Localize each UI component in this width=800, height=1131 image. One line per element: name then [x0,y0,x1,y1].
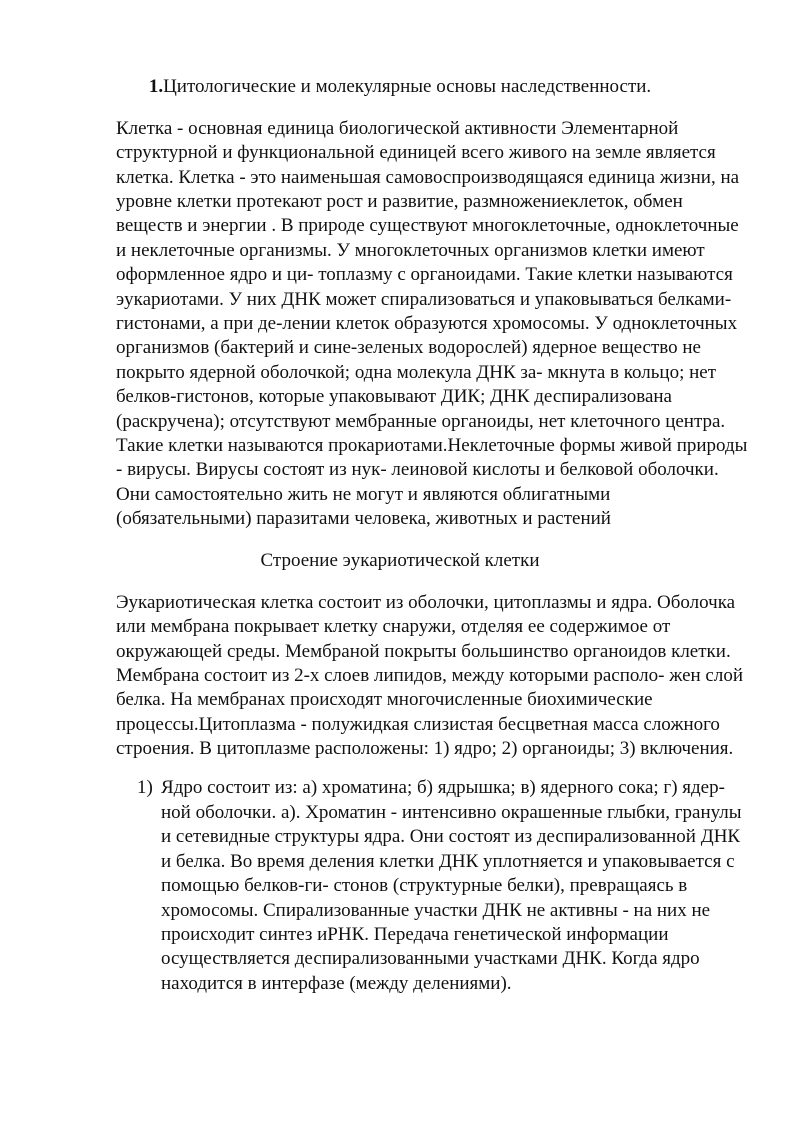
paragraph-line: веществ и энергии . В природе существуют многоклеточные, одноклеточные [116,215,739,236]
paragraph-line: (раскручена); отсутствуют мембранные органоиды, нет клеточного центра. [116,411,726,432]
paragraph-line: белков-гистонов, которые упаковывают ДИК; ДНК деспирализована [116,386,672,407]
paragraph-line: покрыто ядерной оболочкой; одна молекула ДНК за- мкнута в кольцо; нет [116,362,717,383]
paragraph-line: и неклеточные организмы. У многоклеточных организмов клетки имеют [116,240,705,261]
list-item-line: находится в интерфазе (между делениями). [161,973,512,994]
paragraph-line: окружающей среды. Мембраной покрыты большинство органоидов клетки. [116,641,731,662]
paragraph-line: - вирусы. Вирусы состоят из нук- леиновой кислоты и белковой оболочки. [116,459,719,480]
paragraph-line: (обязательными) паразитами человека, животных и растений [116,508,611,529]
paragraph-line: Эукариотическая клетка состоит из оболочки, цитоплазмы и ядра. Оболочка [116,592,736,613]
paragraph-line: Мембрана состоит из 2-х слоев липидов, между которыми располо- жен слой [116,665,744,686]
list-item-line: помощью белков-ги- стонов (структурные белки), превращаясь в [161,875,688,896]
paragraph-line: Они самостоятельно жить не могут и являются облигатными [116,484,611,505]
title-number: 1. [148,76,164,97]
paragraph-line: клетка. Клетка - это наименьшая самовоспроизводящаяся единица жизни, на [116,167,740,188]
list-item-line: хромосомы. Спирализованные участки ДНК не активны - на них не [161,900,711,921]
paragraph-line: Клетка - основная единица биологической активности Элементарной [116,118,679,139]
list-item-line: и белка. Во время деления клетки ДНК уплотняется и упаковывается с [161,851,735,872]
list-item-line: ной оболочки. а). Хроматин - интенсивно окрашенные глыбки, гранулы [161,802,742,823]
paragraph-line: процессы.Цитоплазма - полужидкая слизистая бесцветная масса сложного [116,714,720,735]
list-item-line: Ядро состоит из: а) хроматина; б) ядрышка; в) ядерного сока; г) ядер- [161,777,725,798]
paragraph-line: Такие клетки называются прокариотами.Неклеточные формы живой природы [116,435,748,456]
list-item-line: происходит синтез иРНК. Передача генетической информации [161,924,669,945]
list-item-line: осуществляется деспирализованными участками ДНК. Когда ядро [161,948,700,969]
document-title [0,75,800,99]
paragraph-line: или мембрана покрывает клетку снаружи, отделяя ее содержимое от [116,616,671,637]
paragraph-line: гистонами, а при де-лении клеток образуются хромосомы. У одноклеточных [116,313,738,334]
paragraph-line: белка. На мембранах происходят многочисленные биохимические [116,689,653,710]
paragraph-line: строения. В цитоплазме расположены: 1) ядро; 2) органоиды; 3) включения. [116,738,734,759]
list-item-line: и сетевидные структуры ядра. Они состоят из деспирализованной ДНК [161,826,741,847]
paragraph-line: уровне клетки протекают рост и развитие, размножениеклеток, обмен [116,191,683,212]
section-subtitle: Строение эукариотической клетки [260,550,540,571]
paragraph-line: структурной и функциональной единицей всего живого на земле является [116,142,716,163]
paragraph-line: эукариотами. У них ДНК может спирализоваться и упаковываться белками- [116,289,732,310]
title-text: Цитологические и молекулярные основы наследственности. [163,76,652,97]
paragraph-line: организмов (бактерий и сине-зеленых водорослей) ядерное вещество не [116,337,701,358]
list-marker: 1) [137,777,153,798]
paragraph-line: оформленное ядро и ци- топлазму с органоидами. Такие клетки называются [116,264,733,285]
